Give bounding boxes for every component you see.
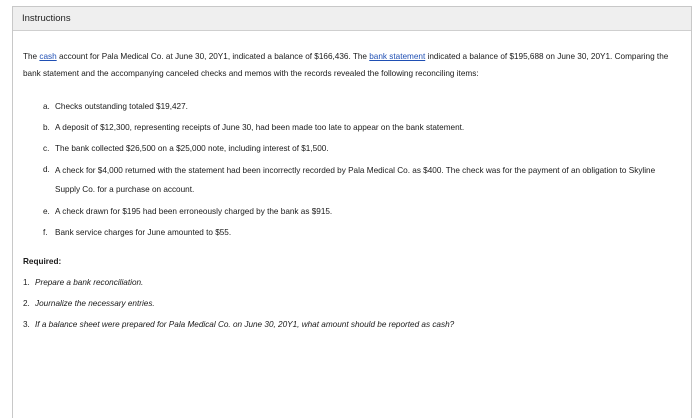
panel-header [13,7,691,31]
item-label: e. [43,207,50,216]
list-item [43,203,681,220]
required-title: Required: [23,257,62,266]
required-text: Prepare a bank reconciliation. [35,278,144,287]
intro-text-2: account for Pala Medical Co. at June 30, 20Y1, indicated a balance of $166,436. The [56,52,370,61]
list-item [43,224,681,241]
item-text: A check drawn for $195 had been erroneously charged by the bank as $915. [55,207,333,216]
bank-statement-link[interactable]: bank statement [369,52,426,61]
required-label: 1. [23,278,30,287]
required-label: 3. [23,320,30,329]
item-text: A deposit of $12,300, representing receipts of June 30, had been made too late to appear on the bank statement. [55,123,465,132]
item-label: d. [43,165,50,174]
required-item [23,274,681,291]
required-text: If a balance sheet were prepared for Pala Medical Co. on June 30, 20Y1, what amount should be reported as cash? [35,320,455,329]
item-label: b. [43,123,50,132]
required-item [23,316,681,333]
item-text: Bank service charges for June amounted to $55. [55,228,232,237]
item-text: Checks outstanding totaled $19,427. [55,102,188,111]
item-label: a. [43,102,50,111]
required-label: 2. [23,299,30,308]
intro-paragraph [23,48,681,82]
required-section [23,253,681,333]
intro-text-3: indicated a balance of $195,688 on June 30, 20Y1. Comparing the bank statement and the accompanying canceled checks and memos with the records revealed the following reconciling items: [23,52,669,78]
item-text: A check for $4,000 returned with the statement had been incorrectly recorded by Pala Medical Co. as $400. The check was for the payment of an obligation to Skyline Supply Co. for a purchase on account. [55,166,656,194]
required-item [23,295,681,312]
item-text: The bank collected $26,500 on a $25,000 note, including interest of $1,500. [55,144,329,153]
panel-title: Instructions [22,13,71,24]
item-label: c. [43,144,50,153]
required-text: Journalize the necessary entries. [35,299,155,308]
instructions-content [13,31,691,333]
instructions-panel [12,6,692,418]
item-label: f. [43,228,48,237]
list-item [43,140,681,157]
reconciling-items-list [23,98,681,241]
list-item [43,98,681,115]
list-item [43,119,681,136]
cash-link[interactable]: cash [39,52,57,61]
list-item [43,161,681,199]
intro-text-1: The [23,52,40,61]
